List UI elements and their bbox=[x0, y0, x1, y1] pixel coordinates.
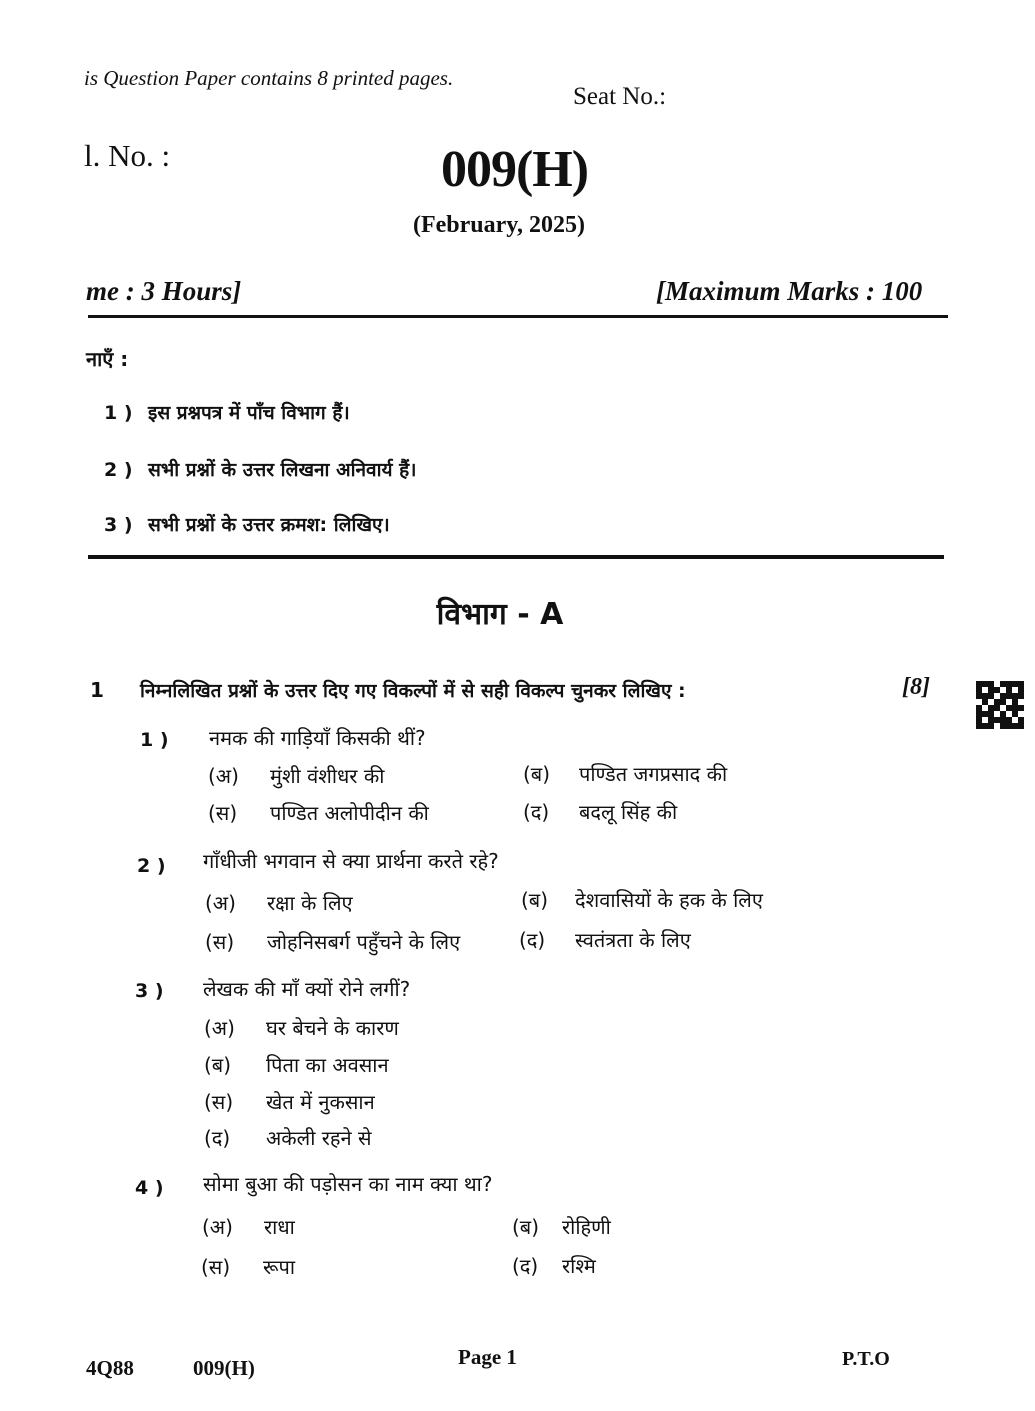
qr-code bbox=[976, 681, 1024, 729]
header-divider bbox=[88, 315, 948, 318]
instructions-divider bbox=[88, 555, 944, 559]
question-number: 2 ) bbox=[137, 855, 166, 877]
section-title: विभाग - A bbox=[436, 597, 564, 632]
question-number: 1 ) bbox=[140, 729, 169, 751]
option: (ब) देशवासियों के हक के लिए bbox=[521, 888, 763, 912]
option: (स) पण्डित अलोपीदीन की bbox=[208, 801, 429, 825]
question-text: लेखक की माँ क्यों रोने लगीं? bbox=[203, 977, 411, 1001]
exam-date: (February, 2025) bbox=[413, 212, 585, 238]
option: (ब) पिता का अवसान bbox=[204, 1053, 389, 1077]
option: (अ) घर बेचने के कारण bbox=[204, 1016, 399, 1040]
main-question-number: 1 bbox=[90, 678, 104, 702]
option: (अ) राधा bbox=[202, 1215, 295, 1239]
instructions-heading: नाएँ : bbox=[86, 347, 129, 371]
question-number: 3 ) bbox=[135, 980, 164, 1002]
option: (द) रश्मि bbox=[512, 1254, 596, 1278]
option: (द) अकेली रहने से bbox=[204, 1126, 372, 1150]
time-label: me : 3 Hours] bbox=[86, 276, 242, 306]
option: (अ) रक्षा के लिए bbox=[205, 891, 353, 915]
main-question-marks: [8] bbox=[902, 674, 930, 700]
question-number: 4 ) bbox=[135, 1177, 164, 1199]
main-question-text: निम्नलिखित प्रश्नों के उत्तर दिए गए विकल्पों में से सही विकल्प चुनकर लिखिए : bbox=[140, 680, 686, 702]
footer-left-code: 4Q88 bbox=[86, 1356, 134, 1380]
option: (अ) मुंशी वंशीधर की bbox=[208, 764, 385, 788]
question-text: गाँधीजी भगवान से क्या प्रार्थना करते रहे? bbox=[203, 849, 499, 873]
page-count-note: is Question Paper contains 8 printed pages. bbox=[84, 66, 454, 90]
option: (ब) रोहिणी bbox=[512, 1215, 611, 1239]
seat-no-label: Seat No.: bbox=[573, 83, 667, 110]
instruction-item: 3 ) सभी प्रश्नों के उत्तर क्रमश: लिखिए। bbox=[104, 514, 390, 536]
page-number: Page 1 bbox=[458, 1345, 517, 1369]
roll-no-label: l. No. : bbox=[84, 138, 171, 173]
option: (द) स्वतंत्रता के लिए bbox=[519, 928, 691, 952]
question-text: सोमा बुआ की पड़ोसन का नाम क्या था? bbox=[203, 1172, 493, 1196]
paper-code-title: 009(H) bbox=[440, 141, 589, 198]
option: (स) जोहनिसबर्ग पहुँचने के लिए bbox=[205, 930, 461, 954]
option: (स) खेत में नुकसान bbox=[204, 1090, 375, 1114]
question-text: नमक की गाड़ियाँ किसकी थीं? bbox=[209, 726, 426, 750]
option: (द) बदलू सिंह की bbox=[523, 800, 678, 824]
instruction-item: 2 ) सभी प्रश्नों के उत्तर लिखना अनिवार्य हैं। bbox=[104, 459, 417, 481]
option: (ब) पण्डित जगप्रसाद की bbox=[523, 762, 728, 786]
option: (स) रूपा bbox=[201, 1255, 296, 1279]
footer-paper-code: 009(H) bbox=[193, 1356, 255, 1380]
pto-label: P.T.O bbox=[842, 1348, 890, 1370]
max-marks-label: [Maximum Marks : 100 bbox=[656, 276, 923, 306]
instruction-item: 1 ) इस प्रश्नपत्र में पाँच विभाग हैं। bbox=[104, 402, 350, 424]
